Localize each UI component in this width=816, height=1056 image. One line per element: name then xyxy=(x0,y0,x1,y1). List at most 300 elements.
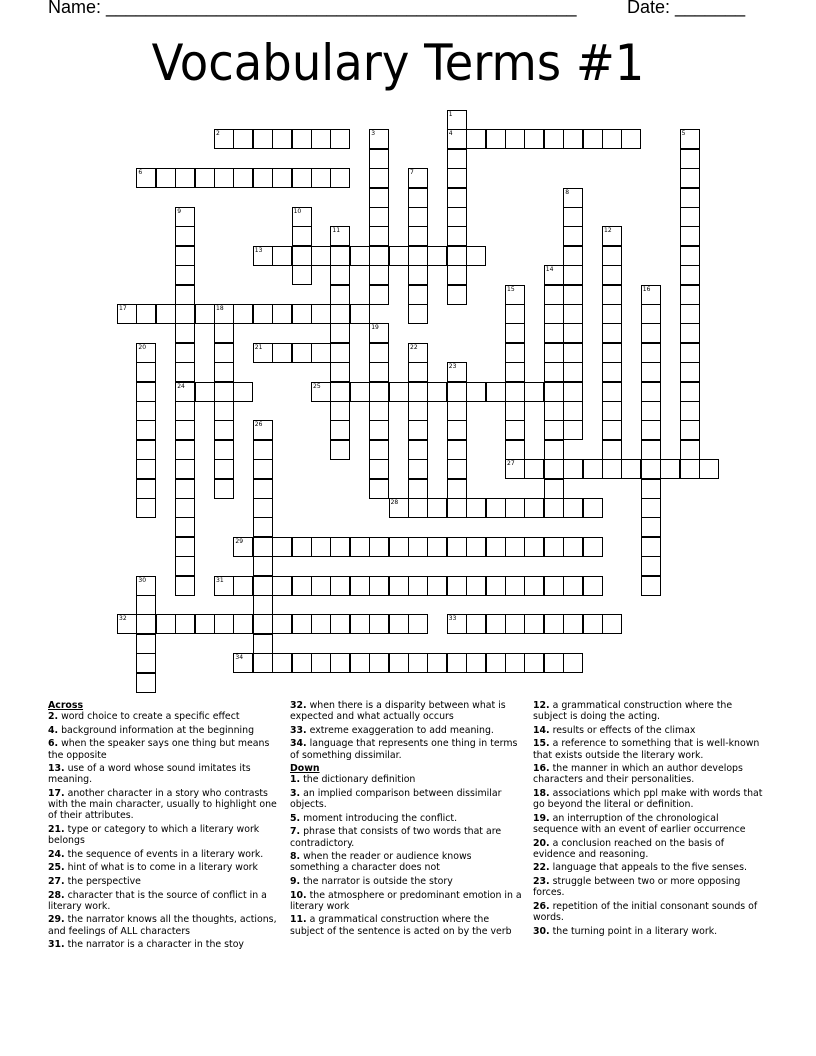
grid-cell[interactable] xyxy=(311,576,331,596)
grid-cell[interactable] xyxy=(641,285,661,305)
date-field-label[interactable]: Date: _______ xyxy=(627,0,746,17)
grid-cell[interactable] xyxy=(175,285,195,305)
grid-cell[interactable] xyxy=(447,498,467,518)
grid-cell[interactable] xyxy=(214,304,234,324)
grid-cell[interactable] xyxy=(447,207,467,227)
grid-cell[interactable] xyxy=(233,537,253,557)
grid-cell[interactable] xyxy=(602,304,622,324)
grid-cell[interactable] xyxy=(408,343,428,363)
grid-cell[interactable] xyxy=(330,653,350,673)
grid-cell[interactable] xyxy=(544,401,564,421)
grid-cell[interactable] xyxy=(563,207,583,227)
grid-cell[interactable] xyxy=(447,285,467,305)
grid-cell[interactable] xyxy=(253,304,273,324)
grid-cell[interactable] xyxy=(447,265,467,285)
grid-cell[interactable] xyxy=(369,614,389,634)
grid-cell[interactable] xyxy=(156,304,176,324)
grid-cell[interactable] xyxy=(330,537,350,557)
grid-cell[interactable] xyxy=(408,226,428,246)
grid-cell[interactable] xyxy=(447,614,467,634)
grid-cell[interactable] xyxy=(505,401,525,421)
grid-cell[interactable] xyxy=(563,265,583,285)
grid-cell[interactable] xyxy=(253,459,273,479)
grid-cell[interactable] xyxy=(486,537,506,557)
grid-cell[interactable] xyxy=(680,401,700,421)
grid-cell[interactable] xyxy=(641,323,661,343)
grid-cell[interactable] xyxy=(505,382,525,402)
grid-cell[interactable] xyxy=(563,537,583,557)
grid-cell[interactable] xyxy=(195,168,215,188)
grid-cell[interactable] xyxy=(214,382,234,402)
grid-cell[interactable] xyxy=(233,168,253,188)
grid-cell[interactable] xyxy=(369,382,389,402)
grid-cell[interactable] xyxy=(136,420,156,440)
grid-cell[interactable] xyxy=(369,479,389,499)
grid-cell[interactable] xyxy=(621,459,641,479)
grid-cell[interactable] xyxy=(311,129,331,149)
grid-cell[interactable] xyxy=(272,343,292,363)
grid-cell[interactable] xyxy=(408,207,428,227)
grid-cell[interactable] xyxy=(369,537,389,557)
grid-cell[interactable] xyxy=(214,479,234,499)
grid-cell[interactable] xyxy=(680,188,700,208)
grid-cell[interactable] xyxy=(253,595,273,615)
grid-cell[interactable] xyxy=(389,614,409,634)
grid-cell[interactable] xyxy=(427,576,447,596)
grid-cell[interactable] xyxy=(408,653,428,673)
grid-cell[interactable] xyxy=(253,479,273,499)
grid-cell[interactable] xyxy=(544,304,564,324)
grid-cell[interactable] xyxy=(641,401,661,421)
grid-cell[interactable] xyxy=(680,226,700,246)
grid-cell[interactable] xyxy=(466,653,486,673)
grid-cell[interactable] xyxy=(369,265,389,285)
grid-cell[interactable] xyxy=(447,459,467,479)
grid-cell[interactable] xyxy=(544,614,564,634)
grid-cell[interactable] xyxy=(524,498,544,518)
grid-cell[interactable] xyxy=(330,614,350,634)
grid-cell[interactable] xyxy=(330,576,350,596)
grid-cell[interactable] xyxy=(524,459,544,479)
grid-cell[interactable] xyxy=(408,479,428,499)
grid-cell[interactable] xyxy=(136,653,156,673)
grid-cell[interactable] xyxy=(505,420,525,440)
grid-cell[interactable] xyxy=(272,129,292,149)
grid-cell[interactable] xyxy=(602,226,622,246)
grid-cell[interactable] xyxy=(486,576,506,596)
grid-cell[interactable] xyxy=(253,168,273,188)
grid-cell[interactable] xyxy=(175,459,195,479)
grid-cell[interactable] xyxy=(427,246,447,266)
grid-cell[interactable] xyxy=(369,207,389,227)
grid-cell[interactable] xyxy=(408,420,428,440)
grid-cell[interactable] xyxy=(350,653,370,673)
grid-cell[interactable] xyxy=(447,129,467,149)
grid-cell[interactable] xyxy=(253,420,273,440)
grid-cell[interactable] xyxy=(680,420,700,440)
grid-cell[interactable] xyxy=(253,576,273,596)
grid-cell[interactable] xyxy=(292,265,312,285)
grid-cell[interactable] xyxy=(641,459,661,479)
grid-cell[interactable] xyxy=(486,382,506,402)
grid-cell[interactable] xyxy=(350,537,370,557)
grid-cell[interactable] xyxy=(505,653,525,673)
grid-cell[interactable] xyxy=(389,382,409,402)
grid-cell[interactable] xyxy=(680,265,700,285)
grid-cell[interactable] xyxy=(583,537,603,557)
grid-cell[interactable] xyxy=(136,634,156,654)
grid-cell[interactable] xyxy=(253,556,273,576)
grid-cell[interactable] xyxy=(544,420,564,440)
grid-cell[interactable] xyxy=(136,498,156,518)
grid-cell[interactable] xyxy=(408,382,428,402)
grid-cell[interactable] xyxy=(680,285,700,305)
grid-cell[interactable] xyxy=(466,614,486,634)
grid-cell[interactable] xyxy=(408,537,428,557)
grid-cell[interactable] xyxy=(602,614,622,634)
grid-cell[interactable] xyxy=(563,614,583,634)
grid-cell[interactable] xyxy=(544,653,564,673)
grid-cell[interactable] xyxy=(330,265,350,285)
grid-cell[interactable] xyxy=(272,304,292,324)
grid-cell[interactable] xyxy=(505,304,525,324)
grid-cell[interactable] xyxy=(253,614,273,634)
grid-cell[interactable] xyxy=(544,343,564,363)
grid-cell[interactable] xyxy=(563,246,583,266)
grid-cell[interactable] xyxy=(408,459,428,479)
grid-cell[interactable] xyxy=(136,168,156,188)
grid-cell[interactable] xyxy=(427,498,447,518)
grid-cell[interactable] xyxy=(505,537,525,557)
grid-cell[interactable] xyxy=(369,129,389,149)
grid-cell[interactable] xyxy=(408,498,428,518)
grid-cell[interactable] xyxy=(292,168,312,188)
grid-cell[interactable] xyxy=(117,614,137,634)
grid-cell[interactable] xyxy=(524,614,544,634)
grid-cell[interactable] xyxy=(680,459,700,479)
grid-cell[interactable] xyxy=(175,420,195,440)
grid-cell[interactable] xyxy=(447,362,467,382)
grid-cell[interactable] xyxy=(447,537,467,557)
grid-cell[interactable] xyxy=(175,246,195,266)
grid-cell[interactable] xyxy=(292,576,312,596)
grid-cell[interactable] xyxy=(641,304,661,324)
grid-cell[interactable] xyxy=(369,459,389,479)
grid-cell[interactable] xyxy=(544,323,564,343)
grid-cell[interactable] xyxy=(680,304,700,324)
grid-cell[interactable] xyxy=(602,343,622,363)
grid-cell[interactable] xyxy=(505,440,525,460)
grid-cell[interactable] xyxy=(427,382,447,402)
grid-cell[interactable] xyxy=(369,149,389,169)
grid-cell[interactable] xyxy=(175,614,195,634)
grid-cell[interactable] xyxy=(389,576,409,596)
grid-cell[interactable] xyxy=(408,362,428,382)
grid-cell[interactable] xyxy=(330,323,350,343)
grid-cell[interactable] xyxy=(330,226,350,246)
grid-cell[interactable] xyxy=(641,576,661,596)
grid-cell[interactable] xyxy=(505,459,525,479)
grid-cell[interactable] xyxy=(292,304,312,324)
grid-cell[interactable] xyxy=(602,265,622,285)
grid-cell[interactable] xyxy=(563,498,583,518)
grid-cell[interactable] xyxy=(699,459,719,479)
grid-cell[interactable] xyxy=(272,576,292,596)
grid-cell[interactable] xyxy=(583,459,603,479)
grid-cell[interactable] xyxy=(447,382,467,402)
grid-cell[interactable] xyxy=(311,246,331,266)
grid-cell[interactable] xyxy=(408,304,428,324)
grid-cell[interactable] xyxy=(233,653,253,673)
grid-cell[interactable] xyxy=(369,576,389,596)
grid-cell[interactable] xyxy=(136,382,156,402)
grid-cell[interactable] xyxy=(466,129,486,149)
grid-cell[interactable] xyxy=(330,362,350,382)
grid-cell[interactable] xyxy=(292,226,312,246)
grid-cell[interactable] xyxy=(369,246,389,266)
grid-cell[interactable] xyxy=(563,420,583,440)
grid-cell[interactable] xyxy=(544,362,564,382)
grid-cell[interactable] xyxy=(136,673,156,693)
grid-cell[interactable] xyxy=(680,440,700,460)
grid-cell[interactable] xyxy=(253,634,273,654)
grid-cell[interactable] xyxy=(447,576,467,596)
grid-cell[interactable] xyxy=(680,207,700,227)
grid-cell[interactable] xyxy=(466,537,486,557)
grid-cell[interactable] xyxy=(524,129,544,149)
grid-cell[interactable] xyxy=(544,459,564,479)
grid-cell[interactable] xyxy=(563,323,583,343)
grid-cell[interactable] xyxy=(602,382,622,402)
grid-cell[interactable] xyxy=(233,304,253,324)
grid-cell[interactable] xyxy=(524,382,544,402)
grid-cell[interactable] xyxy=(253,343,273,363)
grid-cell[interactable] xyxy=(272,246,292,266)
grid-cell[interactable] xyxy=(253,498,273,518)
grid-cell[interactable] xyxy=(330,401,350,421)
grid-cell[interactable] xyxy=(117,304,137,324)
grid-cell[interactable] xyxy=(136,479,156,499)
grid-cell[interactable] xyxy=(136,401,156,421)
grid-cell[interactable] xyxy=(544,576,564,596)
grid-cell[interactable] xyxy=(505,498,525,518)
name-field-label[interactable]: Name: _______________________________________________ xyxy=(48,0,577,17)
grid-cell[interactable] xyxy=(136,595,156,615)
grid-cell[interactable] xyxy=(330,304,350,324)
grid-cell[interactable] xyxy=(544,265,564,285)
grid-cell[interactable] xyxy=(447,246,467,266)
grid-cell[interactable] xyxy=(486,498,506,518)
grid-cell[interactable] xyxy=(195,614,215,634)
grid-cell[interactable] xyxy=(369,440,389,460)
grid-cell[interactable] xyxy=(486,129,506,149)
grid-cell[interactable] xyxy=(214,420,234,440)
grid-cell[interactable] xyxy=(311,537,331,557)
grid-cell[interactable] xyxy=(311,343,331,363)
grid-cell[interactable] xyxy=(195,304,215,324)
grid-cell[interactable] xyxy=(369,420,389,440)
grid-cell[interactable] xyxy=(330,440,350,460)
grid-cell[interactable] xyxy=(350,614,370,634)
grid-cell[interactable] xyxy=(214,323,234,343)
grid-cell[interactable] xyxy=(272,653,292,673)
grid-cell[interactable] xyxy=(253,537,273,557)
grid-cell[interactable] xyxy=(233,614,253,634)
grid-cell[interactable] xyxy=(505,285,525,305)
grid-cell[interactable] xyxy=(253,517,273,537)
grid-cell[interactable] xyxy=(641,420,661,440)
grid-cell[interactable] xyxy=(408,246,428,266)
grid-cell[interactable] xyxy=(311,614,331,634)
grid-cell[interactable] xyxy=(369,285,389,305)
grid-cell[interactable] xyxy=(136,459,156,479)
grid-cell[interactable] xyxy=(505,614,525,634)
grid-cell[interactable] xyxy=(680,129,700,149)
grid-cell[interactable] xyxy=(369,188,389,208)
grid-cell[interactable] xyxy=(136,362,156,382)
grid-cell[interactable] xyxy=(544,129,564,149)
grid-cell[interactable] xyxy=(175,382,195,402)
grid-cell[interactable] xyxy=(563,576,583,596)
grid-cell[interactable] xyxy=(447,110,467,130)
grid-cell[interactable] xyxy=(136,576,156,596)
grid-cell[interactable] xyxy=(156,614,176,634)
grid-cell[interactable] xyxy=(680,382,700,402)
grid-cell[interactable] xyxy=(602,459,622,479)
grid-cell[interactable] xyxy=(680,323,700,343)
grid-cell[interactable] xyxy=(544,537,564,557)
grid-cell[interactable] xyxy=(214,343,234,363)
grid-cell[interactable] xyxy=(214,129,234,149)
grid-cell[interactable] xyxy=(447,420,467,440)
grid-cell[interactable] xyxy=(583,614,603,634)
grid-cell[interactable] xyxy=(175,537,195,557)
grid-cell[interactable] xyxy=(427,537,447,557)
grid-cell[interactable] xyxy=(602,246,622,266)
grid-cell[interactable] xyxy=(175,362,195,382)
grid-cell[interactable] xyxy=(389,498,409,518)
grid-cell[interactable] xyxy=(641,537,661,557)
grid-cell[interactable] xyxy=(253,129,273,149)
grid-cell[interactable] xyxy=(175,304,195,324)
grid-cell[interactable] xyxy=(408,576,428,596)
grid-cell[interactable] xyxy=(524,576,544,596)
grid-cell[interactable] xyxy=(563,459,583,479)
grid-cell[interactable] xyxy=(641,498,661,518)
grid-cell[interactable] xyxy=(233,576,253,596)
grid-cell[interactable] xyxy=(660,459,680,479)
grid-cell[interactable] xyxy=(369,226,389,246)
grid-cell[interactable] xyxy=(175,498,195,518)
grid-cell[interactable] xyxy=(136,343,156,363)
grid-cell[interactable] xyxy=(214,614,234,634)
grid-cell[interactable] xyxy=(680,343,700,363)
grid-cell[interactable] xyxy=(175,517,195,537)
grid-cell[interactable] xyxy=(408,168,428,188)
grid-cell[interactable] xyxy=(583,129,603,149)
grid-cell[interactable] xyxy=(466,382,486,402)
grid-cell[interactable] xyxy=(602,285,622,305)
grid-cell[interactable] xyxy=(544,382,564,402)
grid-cell[interactable] xyxy=(447,168,467,188)
grid-cell[interactable] xyxy=(544,440,564,460)
grid-cell[interactable] xyxy=(214,168,234,188)
grid-cell[interactable] xyxy=(233,129,253,149)
grid-cell[interactable] xyxy=(524,537,544,557)
grid-cell[interactable] xyxy=(175,265,195,285)
grid-cell[interactable] xyxy=(175,440,195,460)
grid-cell[interactable] xyxy=(641,556,661,576)
grid-cell[interactable] xyxy=(369,401,389,421)
grid-cell[interactable] xyxy=(447,440,467,460)
grid-cell[interactable] xyxy=(563,304,583,324)
grid-cell[interactable] xyxy=(602,362,622,382)
grid-cell[interactable] xyxy=(544,285,564,305)
grid-cell[interactable] xyxy=(641,382,661,402)
grid-cell[interactable] xyxy=(621,129,641,149)
grid-cell[interactable] xyxy=(486,653,506,673)
grid-cell[interactable] xyxy=(330,168,350,188)
grid-cell[interactable] xyxy=(447,479,467,499)
grid-cell[interactable] xyxy=(641,343,661,363)
grid-cell[interactable] xyxy=(524,653,544,673)
grid-cell[interactable] xyxy=(214,576,234,596)
grid-cell[interactable] xyxy=(253,246,273,266)
grid-cell[interactable] xyxy=(447,226,467,246)
grid-cell[interactable] xyxy=(680,149,700,169)
grid-cell[interactable] xyxy=(505,576,525,596)
grid-cell[interactable] xyxy=(602,129,622,149)
grid-cell[interactable] xyxy=(175,343,195,363)
grid-cell[interactable] xyxy=(369,362,389,382)
grid-cell[interactable] xyxy=(680,246,700,266)
grid-cell[interactable] xyxy=(466,498,486,518)
grid-cell[interactable] xyxy=(292,207,312,227)
grid-cell[interactable] xyxy=(214,362,234,382)
grid-cell[interactable] xyxy=(214,459,234,479)
grid-cell[interactable] xyxy=(330,382,350,402)
grid-cell[interactable] xyxy=(641,479,661,499)
grid-cell[interactable] xyxy=(214,401,234,421)
grid-cell[interactable] xyxy=(292,246,312,266)
grid-cell[interactable] xyxy=(602,420,622,440)
grid-cell[interactable] xyxy=(330,129,350,149)
grid-cell[interactable] xyxy=(641,440,661,460)
grid-cell[interactable] xyxy=(563,362,583,382)
grid-cell[interactable] xyxy=(680,168,700,188)
grid-cell[interactable] xyxy=(505,343,525,363)
grid-cell[interactable] xyxy=(292,343,312,363)
grid-cell[interactable] xyxy=(369,323,389,343)
grid-cell[interactable] xyxy=(369,343,389,363)
grid-cell[interactable] xyxy=(563,188,583,208)
grid-cell[interactable] xyxy=(369,168,389,188)
grid-cell[interactable] xyxy=(175,226,195,246)
grid-cell[interactable] xyxy=(292,129,312,149)
grid-cell[interactable] xyxy=(389,653,409,673)
grid-cell[interactable] xyxy=(330,285,350,305)
grid-cell[interactable] xyxy=(175,401,195,421)
grid-cell[interactable] xyxy=(272,168,292,188)
grid-cell[interactable] xyxy=(292,653,312,673)
grid-cell[interactable] xyxy=(175,556,195,576)
grid-cell[interactable] xyxy=(641,517,661,537)
grid-cell[interactable] xyxy=(408,188,428,208)
grid-cell[interactable] xyxy=(466,246,486,266)
grid-cell[interactable] xyxy=(408,285,428,305)
grid-cell[interactable] xyxy=(311,653,331,673)
grid-cell[interactable] xyxy=(136,304,156,324)
